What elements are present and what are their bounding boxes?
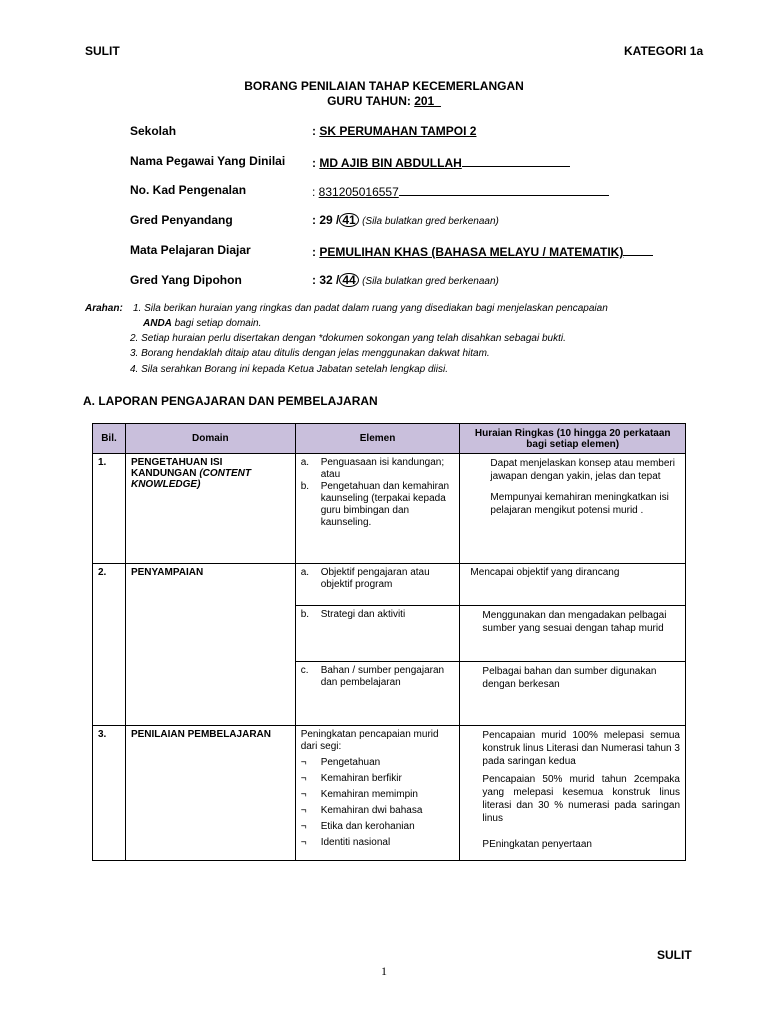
row1-bil: 1. (93, 454, 126, 564)
list-item: ¬ Pengetahuan (301, 755, 455, 771)
row1-elemen (295, 454, 460, 564)
table-row (93, 454, 686, 564)
bullet-icon: ¬ (300, 805, 307, 816)
mata-pelajaran-text: PEMULIHAN KHAS (BAHASA MELAYU / MATEMATIK) (319, 245, 624, 259)
bullet-icon: ¬ (300, 837, 307, 848)
gred-dipohon-a: 32 (319, 273, 333, 287)
bullet-icon: ¬ (300, 773, 307, 784)
field-sekolah-value[interactable]: : SK PERUMAHAN TAMPOI 2 (312, 124, 477, 138)
ic-underline (399, 183, 609, 196)
header-elemen: Elemen (295, 424, 460, 454)
arahan-item-1b (143, 318, 261, 329)
list-item: a. Objektif pengajaran atau objektif program (300, 567, 430, 590)
field-gred-dipohon-value[interactable]: : 32 / 44 (Sila bulatkan gred berkenaan) (312, 273, 499, 287)
form-subtitle (0, 94, 768, 108)
row2-domain: PENYAMPAIAN (125, 564, 295, 726)
page-number: 1 (381, 964, 387, 978)
header-sulit: SULIT (85, 44, 120, 58)
field-gred-penyandang-value[interactable]: : 29 / 41 (Sila bulatkan gred berkenaan) (312, 213, 499, 227)
row3-huraian-2: Pencapaian 50% murid tahun 2cempaka yang melepasi kesemua konstruk linus literasi dan 30 % numerasi pada saringan linus (482, 774, 680, 824)
header-huraian: Huraian Ringkas (10 hingga 20 perkataan bagi setiap elemen) (460, 424, 686, 454)
row3-huraian-1: Pencapaian murid 100% melepasi semua konstruk linus Literasi dan Numerasi tahun 3 pada saringan kedua (482, 730, 680, 767)
row3-huraian-3: PEningkatan penyertaan (482, 839, 592, 850)
gred-penyandang-note: (Sila bulatkan gred berkenaan) (362, 216, 499, 227)
list-item: ¬ Identiti nasional (301, 835, 455, 851)
gred-penyandang-b-circled: 41 (339, 213, 358, 227)
field-ic-label: No. Kad Pengenalan (130, 183, 247, 197)
row1-huraian-2: Mempunyai kemahiran meningkatkan isi pelajaran mengikut potensi murid . (490, 492, 669, 516)
row3-bil: 3. (93, 726, 126, 861)
header-bil: Bil. (93, 424, 126, 454)
field-nama-value[interactable]: : MD AJIB BIN ABDULLAH (312, 154, 570, 170)
header-domain: Domain (125, 424, 295, 454)
gred-dipohon-note: (Sila bulatkan gred berkenaan) (362, 276, 499, 287)
form-year-value: 201_ (414, 94, 441, 108)
arahan-item-1b-rest: bagi setiap domain. (174, 318, 262, 329)
list-item: c. Bahan / sumber pengajaran dan pembelajaran (300, 665, 445, 688)
table-row (93, 564, 686, 606)
form-year-label: GURU TAHUN: (327, 94, 411, 108)
bullet-icon: ¬ (300, 821, 307, 832)
row1-domain (125, 454, 295, 564)
row2-bil: 2. (93, 564, 126, 726)
list-item: ¬ Kemahiran berfikir (301, 771, 455, 787)
row3-huraian[interactable] (460, 726, 686, 861)
list-item: ¬ Kemahiran memimpin (301, 787, 455, 803)
arahan-anda: ANDA (143, 318, 172, 329)
field-gred-dipohon-label: Gred Yang Dipohon (130, 273, 242, 287)
footer-sulit: SULIT (657, 948, 692, 962)
list-item: a. Penguasaan isi kandungan; atau (300, 457, 445, 480)
form-title: BORANG PENILAIAN TAHAP KECEMERLANGAN (244, 79, 524, 93)
list-item: ¬ Etika dan kerohanian (301, 819, 455, 835)
arahan-item-1a: 1. Sila berikan huraian yang ringkas dan padat dalam ruang yang disediakan bagi menjelaskan pencapaian (133, 303, 608, 314)
bullet-icon: ¬ (300, 757, 307, 768)
row2-elemen-a (295, 564, 460, 606)
field-sekolah-label: Sekolah (130, 124, 177, 138)
table-row (93, 726, 686, 861)
section-a-heading: A. LAPORAN PENGAJARAN DAN PEMBELAJARAN (83, 394, 378, 408)
row3-domain: PENILAIAN PEMBELAJARAN (125, 726, 295, 861)
row1-domain-text: PENGETAHUAN ISI KANDUNGAN (130, 457, 223, 479)
row2-elemen-b (295, 606, 460, 662)
table-header-row (93, 424, 686, 454)
arahan-item-4: 4. Sila serahkan Borang ini kepada Ketua Jabatan setelah lengkap diisi. (130, 364, 448, 375)
list-item: ¬ Kemahiran dwi bahasa (301, 803, 455, 819)
gred-penyandang-a: 29 (319, 213, 333, 227)
field-mata-pelajaran-value[interactable]: : PEMULIHAN KHAS (BAHASA MELAYU / MATEMATIK) (312, 243, 653, 259)
row2-huraian-b[interactable]: Menggunakan dan mengadakan pelbagai sumber yang sesuai dengan tahap murid (460, 606, 686, 662)
row3-elemen-intro: Peningkatan pencapaian murid dari segi: (300, 729, 439, 752)
field-ic-value[interactable]: : 831205016557 (312, 183, 609, 199)
row2-huraian-c[interactable]: Pelbagai bahan dan sumber digunakan dengan berkesan (460, 662, 686, 726)
row1-domain-italic: (CONTENT KNOWLEDGE) (130, 468, 251, 490)
gred-dipohon-b-circled: 44 (339, 273, 358, 287)
row3-elemen (295, 726, 460, 861)
evaluation-table (92, 423, 686, 861)
row1-huraian[interactable] (460, 454, 686, 564)
header-kategori: KATEGORI 1a (624, 44, 704, 58)
nama-underline (462, 154, 570, 167)
bullet-icon: ¬ (300, 789, 307, 800)
field-gred-penyandang-label: Gred Penyandang (130, 213, 233, 227)
arahan-item-2: 2. Setiap huraian perlu disertakan dengan *dokumen sokongan yang telah disahkan sebagai bukti. (130, 333, 566, 344)
sekolah-text: SK PERUMAHAN TAMPOI 2 (319, 124, 477, 138)
row2-elemen-c (295, 662, 460, 726)
list-item: b. Strategi dan aktiviti (300, 609, 406, 620)
arahan-item-3: 3. Borang hendaklah ditaip atau ditulis dengan jelas menggunakan dakwat hitam. (130, 348, 490, 359)
arahan-label: Arahan: (85, 303, 123, 314)
row2-huraian-a[interactable]: Mencapai objektif yang dirancang (460, 564, 686, 606)
field-mata-pelajaran-label: Mata Pelajaran Diajar (130, 243, 251, 257)
mata-pelajaran-underline (623, 243, 653, 256)
list-item: b. Pengetahuan dan kemahiran kaunseling (terpakai kepada guru bimbingan dan kaunseling. (300, 481, 450, 528)
nama-text: MD AJIB BIN ABDULLAH (319, 156, 462, 170)
ic-text: 831205016557 (318, 185, 399, 199)
row1-huraian-1: Dapat menjelaskan konsep atau memberi jawapan dengan yakin, jelas dan tepat (490, 458, 675, 482)
field-nama-label: Nama Pegawai Yang Dinilai (130, 154, 286, 168)
